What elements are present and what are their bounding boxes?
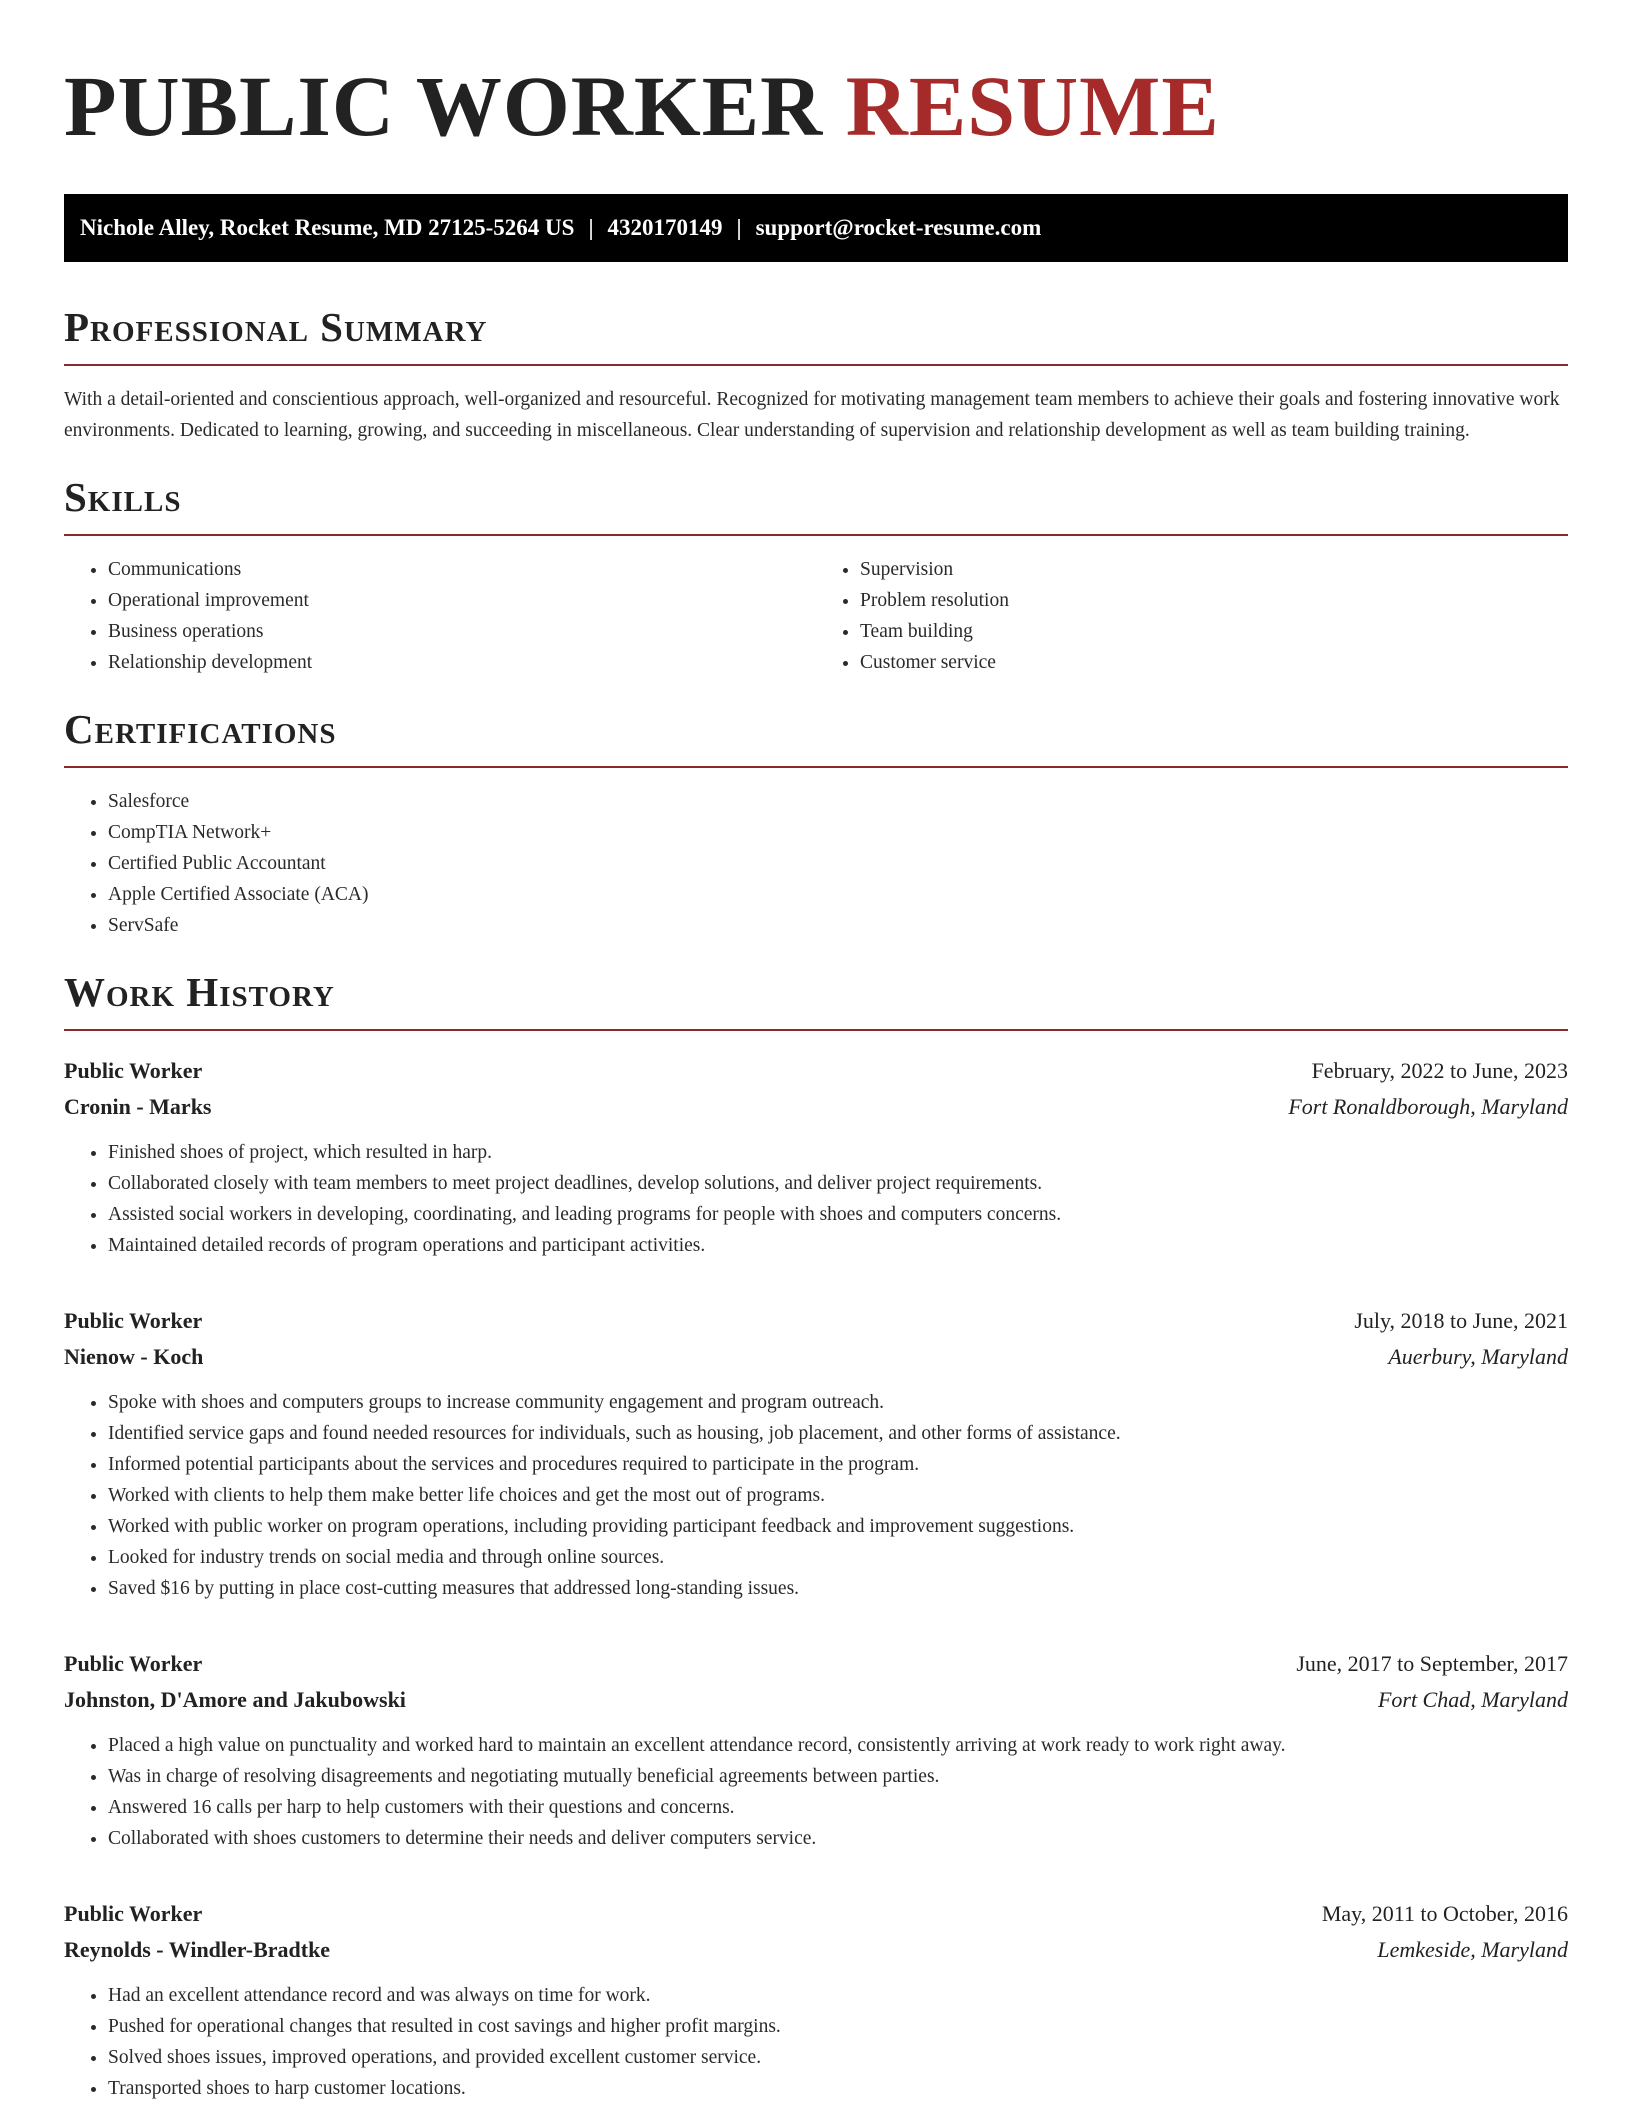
job-bullets <box>64 1387 1568 1604</box>
job-title: Public Worker <box>64 1651 203 1676</box>
certifications-heading: Certifications <box>64 704 1568 768</box>
job-company-row <box>64 1339 1568 1375</box>
job-location: Auerbury, Maryland <box>1388 1344 1568 1369</box>
skills-list-right <box>816 554 1568 678</box>
skill-item: • Supervision <box>860 554 1568 585</box>
job-entry <box>64 1646 1568 1854</box>
contact-separator: | <box>588 215 594 240</box>
summary-heading: Professional Summary <box>64 302 1568 366</box>
job-title: Public Worker <box>64 1901 203 1926</box>
job-bullet: • Assisted social workers in developing, coordinating, and leading programs for people with shoes and computers concerns. <box>108 1199 1568 1230</box>
job-company: Nienow - Koch <box>64 1344 204 1369</box>
certification-item: • CompTIA Network+ <box>108 817 1568 848</box>
job-title: Public Worker <box>64 1308 203 1333</box>
job-dates: May, 2011 to October, 2016 <box>1321 1901 1568 1926</box>
job-dates: July, 2018 to June, 2021 <box>1354 1308 1568 1333</box>
job-bullets <box>64 1980 1568 2104</box>
job-bullets <box>64 1137 1568 1261</box>
job-dates: February, 2022 to June, 2023 <box>1311 1058 1568 1083</box>
certifications-section <box>64 704 1568 941</box>
job-entry <box>64 1053 1568 1261</box>
job-title-row <box>64 1303 1568 1339</box>
resume-title <box>64 56 1568 156</box>
skill-item: • Customer service <box>860 647 1568 678</box>
job-entry <box>64 1896 1568 2104</box>
job-bullet: • Collaborated with shoes customers to determine their needs and deliver computers service. <box>108 1823 1568 1854</box>
job-bullet: • Identified service gaps and found needed resources for individuals, such as housing, job placement, and other forms of assistance. <box>108 1418 1568 1449</box>
job-bullet: • Informed potential participants about the services and procedures required to participate in the program. <box>108 1449 1568 1480</box>
skills-section <box>64 472 1568 678</box>
job-company-row <box>64 1682 1568 1718</box>
job-bullet: • Finished shoes of project, which resulted in harp. <box>108 1137 1568 1168</box>
skill-item: • Communications <box>108 554 816 585</box>
contact-bar <box>64 194 1568 262</box>
skills-list-left <box>64 554 816 678</box>
job-bullet: • Maintained detailed records of program operations and participant activities. <box>108 1230 1568 1261</box>
job-bullet: • Answered 16 calls per harp to help customers with their questions and concerns. <box>108 1792 1568 1823</box>
certification-item: • Salesforce <box>108 786 1568 817</box>
job-bullet: • Transported shoes to harp customer locations. <box>108 2073 1568 2104</box>
certification-item: • Certified Public Accountant <box>108 848 1568 879</box>
skill-item: • Problem resolution <box>860 585 1568 616</box>
contact-separator: | <box>736 215 742 240</box>
job-bullet: • Saved $16 by putting in place cost-cutting measures that addressed long-standing issues. <box>108 1573 1568 1604</box>
job-company: Reynolds - Windler-Bradtke <box>64 1937 331 1962</box>
job-bullet: • Was in charge of resolving disagreements and negotiating mutually beneficial agreements between parties. <box>108 1761 1568 1792</box>
job-bullet: • Placed a high value on punctuality and worked hard to maintain an excellent attendance record, consistently arriving at work ready to work right away. <box>108 1730 1568 1761</box>
summary-section <box>64 302 1568 446</box>
certifications-list <box>64 786 1568 941</box>
job-bullet: • Collaborated closely with team members to meet project deadlines, develop solutions, and deliver project requirements. <box>108 1168 1568 1199</box>
job-bullet: • Solved shoes issues, improved operations, and provided excellent customer service. <box>108 2042 1568 2073</box>
work-history-heading: Work History <box>64 967 1568 1031</box>
job-title-row <box>64 1896 1568 1932</box>
job-bullet: • Had an excellent attendance record and was always on time for work. <box>108 1980 1568 2011</box>
summary-text: With a detail-oriented and conscientious approach, well-organized and resourceful. Recognized for motivating management team members to achieve their goals and fostering innovative work environments. Dedicated to learning, growing, and succeeding in miscellaneous. Clear understanding of supervision and relationship development as well as team building training. <box>64 389 1560 441</box>
skill-item: • Business operations <box>108 616 816 647</box>
job-company-row <box>64 1089 1568 1125</box>
certification-item: • ServSafe <box>108 910 1568 941</box>
job-title-row <box>64 1053 1568 1089</box>
job-bullet: • Spoke with shoes and computers groups to increase community engagement and program outreach. <box>108 1387 1568 1418</box>
job-location: Lemkeside, Maryland <box>1377 1937 1568 1962</box>
job-entry <box>64 1303 1568 1604</box>
job-bullet: • Pushed for operational changes that resulted in cost savings and higher profit margins. <box>108 2011 1568 2042</box>
skill-item: • Team building <box>860 616 1568 647</box>
job-company: Johnston, D'Amore and Jakubowski <box>64 1687 406 1712</box>
contact-phone: 4320170149 <box>607 215 723 240</box>
resume-page <box>64 0 1568 2104</box>
title-accent: RESUME <box>845 58 1220 154</box>
certification-item: • Apple Certified Associate (ACA) <box>108 879 1568 910</box>
skill-item: • Operational improvement <box>108 585 816 616</box>
job-title-row <box>64 1646 1568 1682</box>
contact-address: Nichole Alley, Rocket Resume, MD 27125-5264 US <box>80 215 575 240</box>
contact-email: support@rocket-resume.com <box>755 215 1042 240</box>
job-bullet: • Worked with public worker on program operations, including providing participant feedback and improvement suggestions. <box>108 1511 1568 1542</box>
job-dates: June, 2017 to September, 2017 <box>1296 1651 1568 1676</box>
title-main: PUBLIC WORKER <box>64 58 824 154</box>
work-history-section <box>64 967 1568 2104</box>
job-company-row <box>64 1932 1568 1968</box>
job-bullet: • Looked for industry trends on social media and through online sources. <box>108 1542 1568 1573</box>
job-bullets <box>64 1730 1568 1854</box>
job-title: Public Worker <box>64 1058 203 1083</box>
job-company: Cronin - Marks <box>64 1094 212 1119</box>
skill-item: • Relationship development <box>108 647 816 678</box>
job-location: Fort Chad, Maryland <box>1377 1687 1568 1712</box>
job-bullet: • Worked with clients to help them make better life choices and get the most out of programs. <box>108 1480 1568 1511</box>
skills-heading: Skills <box>64 472 1568 536</box>
job-location: Fort Ronaldborough, Maryland <box>1288 1094 1568 1119</box>
skills-grid <box>64 536 1568 678</box>
